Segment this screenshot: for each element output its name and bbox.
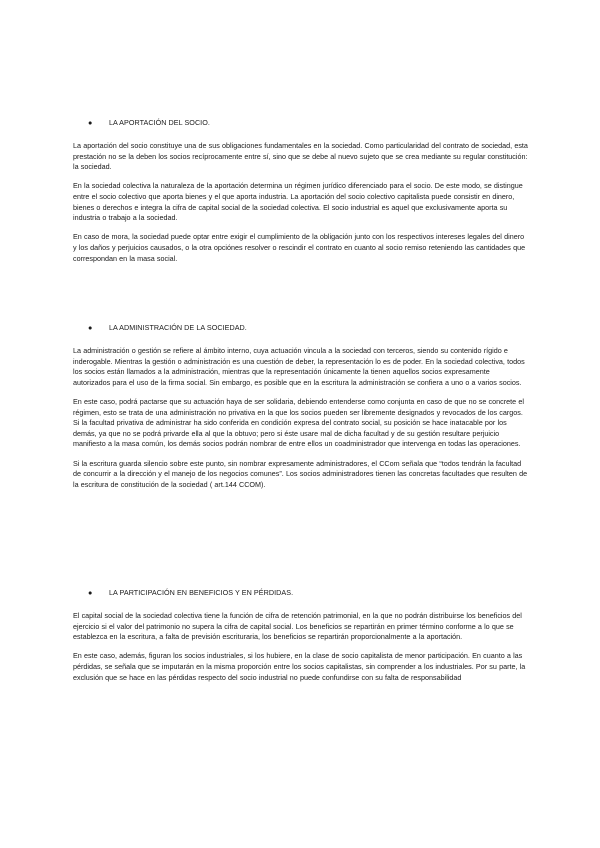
section-heading xyxy=(89,118,528,127)
paragraph: En este caso, podrá pactarse que su actuación haya de ser solidaria, debiendo entenderse como conjunta en caso de que no se concrete el régimen, esto se trata de una administración no privativa en la que los socios pueden ser libremente designados y revocados de los cargos. Si la facultad privativa de administrar ha sido conferida en condición expresa del contrato social, su posición se hace inatacable por los demás, ya que no se podrá privarde ella al que la obtuvo; pero si éste usare mal de dicha facultad y de su gestión resultare perjuicio manifiesto a la masa común, los demás socios podrán nombrar de entre ellos un coadministrador que intervenga en todas las operaciones. xyxy=(73,396,524,449)
paragraph: La aportación del socio constituye una de sus obligaciones fundamentales en la sociedad. Como particularidad del contrato de sociedad, esta prestación no se la deben los socios recíprocamente entre sí, sino que se debe al nuevo sujeto que se crea mediante su regular constitución: la sociedad. xyxy=(73,141,528,172)
paragraph: La administración o gestión se refiere al ámbito interno, cuya actuación vincula a la sociedad con terceros, siendo su contenido rígido e inderogable. Mientras la gestión o administración es una cuestión de deber, la representación lo es de poder. En la sociedad colectiva, todos los socios están llamados a la administración, mientras que la representación únicamente la tienen aquellos socios expresamente autorizados para el uso de la firma social. Sin embargo, es posible que en la escritura la administración se confiera a uno o a varios socios. xyxy=(73,346,525,387)
section-administracion xyxy=(73,323,528,499)
bullet-icon: ● xyxy=(88,118,93,127)
section-heading xyxy=(89,588,528,597)
section-heading-text: LA PARTICIPACIÓN EN BENEFICIOS Y EN PÉRDIDAS. xyxy=(109,588,294,597)
section-heading-text: LA ADMINISTRACIÓN DE LA SOCIEDAD. xyxy=(109,323,247,332)
paragraph: El capital social de la sociedad colectiva tiene la función de cifra de retención patrimonial, en la que no podrán distribuirse los beneficios del ejercicio si el valor del patrimonio no supera la cifra de capital social. Los beneficios se repartirán en primer término conforme a lo que se establezca en la escritura, a falta de previsión escrituraria, los beneficios se repartirán proporcionalmente a la aportación. xyxy=(73,611,522,642)
paragraph: En este caso, además, figuran los socios industriales, si los hubiere, en la clase de socio capitalista de menor participación. En cuanto a las pérdidas, se señala que se imputarán en la misma proporción entre los socios capitalistas, sin comprender a los industriales. Por su parte, la exclusión que se hace en las pérdidas respecto del socio industrial no puede confundirse con su falta de responsabilidad xyxy=(73,651,526,682)
section-aportacion xyxy=(73,118,528,273)
bullet-icon: ● xyxy=(88,588,93,597)
paragraph: Si la escritura guarda silencio sobre este punto, sin nombrar expresamente administradores, el CCom señala que “todos tendrán la facultad de concurrir a la dirección y el manejo de los negocios comunes”. Los socios administradores tienen las concretas facultades que resulten de la escritura de constitución de la sociedad ( art.144 CCOM). xyxy=(73,458,528,489)
bullet-icon: ● xyxy=(88,323,93,332)
section-participacion xyxy=(73,588,528,692)
paragraph: En la sociedad colectiva la naturaleza de la aportación determina un régimen jurídico diferenciado para el socio. De este modo, se distingue entre el socio colectivo que aporta bienes y el que aporta industria. La aportación del socio colectivo capitalista puede consistir en dinero, bienes o derechos e integra la cifra de capital social de la sociedad colectiva. El socio industrial es aquel que exclusivamente aporta su industria o trabajo a la sociedad. xyxy=(73,181,523,223)
section-heading-text: LA APORTACIÓN DEL SOCIO. xyxy=(109,118,210,127)
section-heading xyxy=(89,323,528,332)
paragraph: En caso de mora, la sociedad puede optar entre exigir el cumplimiento de la obligación junto con los respectivos intereses legales del dinero y los daños y perjuicios causados, o la otra opciónes resolver o rescindir el contrato en cuanto al socio remiso reteniendo las cantidades que correspondan en la masa social. xyxy=(73,232,526,263)
